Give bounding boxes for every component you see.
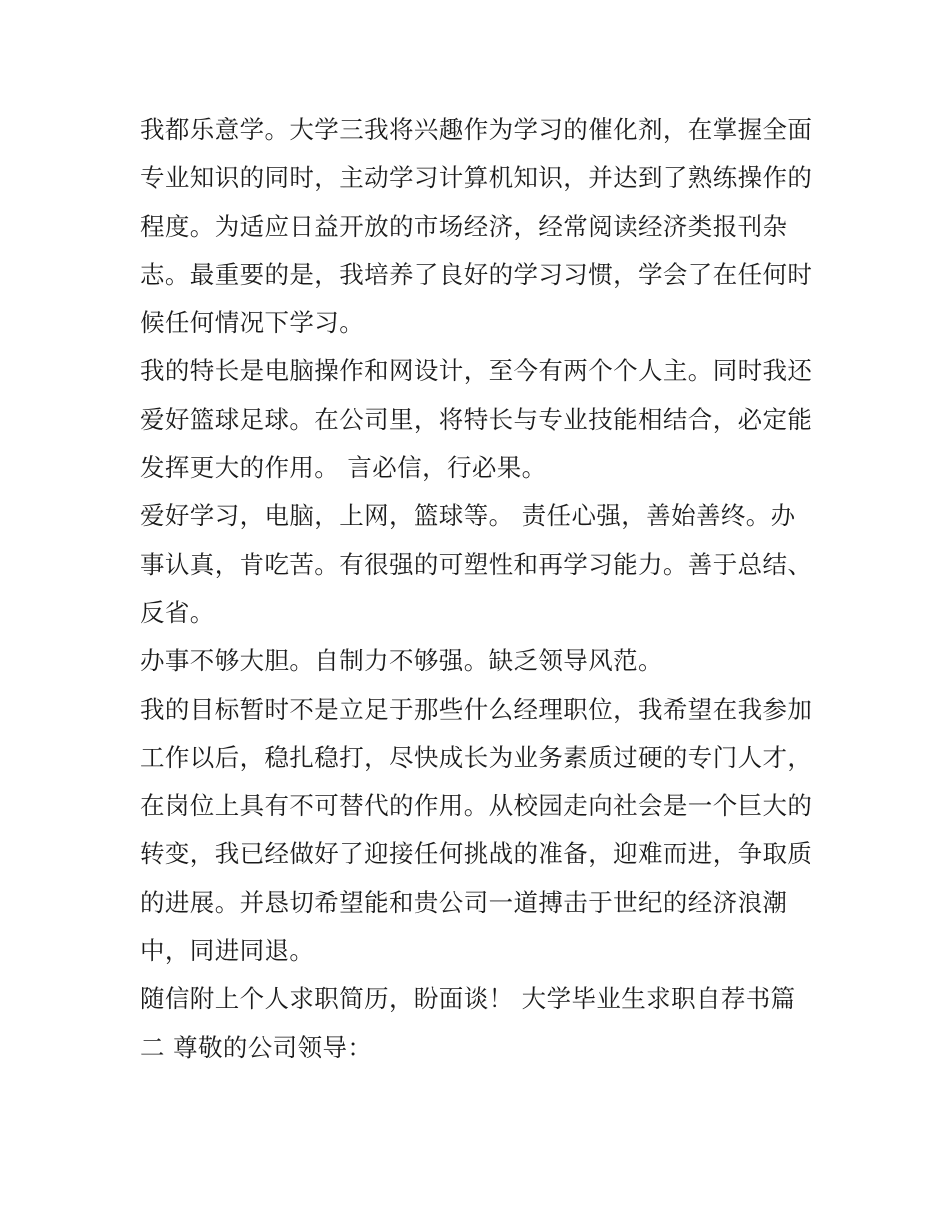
text-line: 转变，我已经做好了迎接任何挑战的准备，迎难而进，争取质	[140, 839, 813, 869]
text-line: 爱好学习，电脑，上网，篮球等。 责任心强，善始善终。办	[140, 501, 796, 531]
text-line: 随信附上个人求职简历，盼面谈！ 大学毕业生求职自荐书篇	[140, 984, 796, 1014]
text-line: 志。最重要的是，我培养了良好的学习习惯，学会了在任何时	[140, 259, 813, 289]
text-line: 专业知识的同时，主动学习计算机知识，并达到了熟练操作的	[140, 163, 813, 193]
body-text	[140, 106, 820, 1072]
text-line: 办事不够大胆。自制力不够强。缺乏领导风范。	[140, 646, 663, 676]
text-line: 候任何情况下学习。	[140, 308, 365, 338]
text-line: 的进展。并恳切希望能和贵公司一道搏击于世纪的经济浪潮	[140, 887, 788, 917]
text-line: 反省。	[140, 597, 215, 627]
text-line: 工作以后，稳扎稳打，尽快成长为业务素质过硬的专门人才，	[140, 742, 813, 772]
text-line: 我的目标暂时不是立足于那些什么经理职位，我希望在我参加	[140, 694, 813, 724]
text-line: 程度。为适应日益开放的市场经济，经常阅读经济类报刊杂	[140, 211, 788, 241]
text-line: 二 尊敬的公司领导：	[140, 1032, 373, 1062]
text-line: 爱好篮球足球。在公司里，将特长与专业技能相结合，必定能	[140, 404, 813, 434]
text-line: 我都乐意学。大学三我将兴趣作为学习的催化剂，在掌握全面	[140, 115, 813, 144]
text-line: 我的特长是电脑操作和网设计，至今有两个个人主。同时我还	[140, 356, 813, 386]
text-line: 发挥更大的作用。 言必信，行必果。	[140, 453, 547, 483]
text-line: 中，同进同退。	[140, 936, 315, 966]
text-line: 事认真，肯吃苦。有很强的可塑性和再学习能力。善于总结、	[140, 549, 813, 579]
text-line: 在岗位上具有不可替代的作用。从校园走向社会是一个巨大的	[140, 791, 813, 821]
